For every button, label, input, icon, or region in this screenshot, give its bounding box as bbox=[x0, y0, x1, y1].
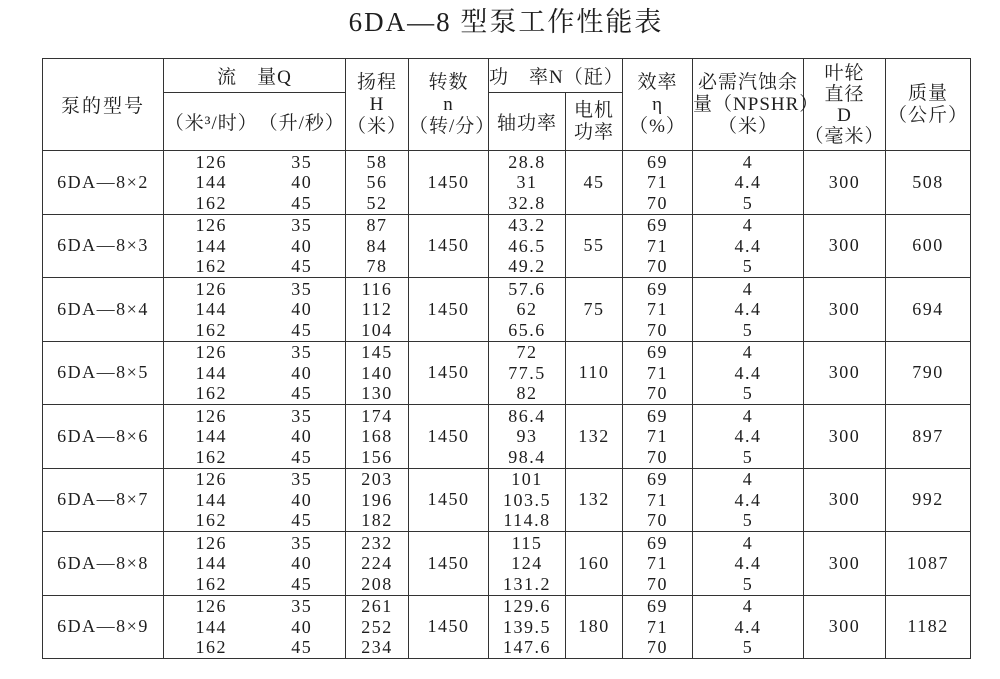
header-efficiency-line: η bbox=[652, 93, 663, 115]
cell-efficiency-value: 70 bbox=[647, 637, 669, 657]
cell-npshr bbox=[693, 278, 804, 342]
cell-impeller-d: 300 bbox=[804, 532, 886, 596]
cell-flow-ls-value: 45 bbox=[291, 192, 313, 213]
cell-shaft-power-value: 32.8 bbox=[508, 192, 546, 213]
cell-head-value: 168 bbox=[361, 426, 393, 446]
header-npshr bbox=[693, 59, 820, 151]
header-efficiency-line: 效率 bbox=[637, 71, 678, 93]
cell-npshr-value: 4 bbox=[742, 215, 754, 235]
cell-shaft-power-value: 115 bbox=[511, 532, 543, 553]
cell-efficiency bbox=[623, 405, 693, 469]
cell-flow-m3h bbox=[164, 405, 259, 469]
cell-shaft-power-value: 124 bbox=[511, 553, 543, 573]
cell-speed: 1450 bbox=[409, 595, 489, 659]
cell-head-value: 116 bbox=[361, 278, 393, 299]
cell-model: 6DA—8×7 bbox=[43, 468, 164, 532]
cell-npshr bbox=[693, 214, 804, 278]
header-efficiency bbox=[623, 59, 693, 151]
cell-npshr-value: 4 bbox=[742, 342, 754, 362]
cell-shaft-power-value: 31 bbox=[516, 172, 538, 192]
cell-flow-ls-value: 45 bbox=[291, 510, 313, 530]
cell-shaft-power-value: 131.2 bbox=[503, 573, 552, 594]
pump-row bbox=[43, 341, 971, 405]
cell-head-value: 87 bbox=[366, 215, 388, 235]
cell-head-value: 104 bbox=[361, 319, 393, 340]
header-impeller-line: 叶轮 bbox=[824, 62, 865, 84]
cell-efficiency bbox=[623, 278, 693, 342]
cell-flow-ls-value: 45 bbox=[291, 383, 313, 403]
cell-head-value: 261 bbox=[361, 596, 393, 616]
cell-speed: 1450 bbox=[409, 151, 489, 215]
header-row-top bbox=[43, 59, 971, 93]
cell-head-value: 112 bbox=[361, 299, 393, 319]
cell-npshr-value: 4.4 bbox=[734, 616, 762, 637]
cell-shaft-power-value: 82 bbox=[516, 383, 538, 403]
cell-impeller-d: 300 bbox=[804, 341, 886, 405]
cell-model: 6DA—8×9 bbox=[43, 595, 164, 659]
performance-table bbox=[42, 58, 971, 659]
cell-flow-m3h-value: 144 bbox=[195, 426, 227, 446]
cell-efficiency-value: 71 bbox=[647, 299, 669, 319]
cell-motor-power: 45 bbox=[566, 151, 623, 215]
header-flow: 流 量Q bbox=[164, 59, 346, 93]
cell-motor-power: 132 bbox=[566, 405, 623, 469]
cell-motor-power: 180 bbox=[566, 595, 623, 659]
cell-mass: 992 bbox=[886, 468, 971, 532]
cell-flow-ls-value: 40 bbox=[291, 172, 313, 192]
cell-shaft-power-value: 57.6 bbox=[508, 278, 546, 299]
cell-motor-power: 160 bbox=[566, 532, 623, 596]
cell-head-value: 232 bbox=[361, 532, 393, 553]
cell-npshr-value: 5 bbox=[742, 319, 754, 340]
header-npshr-line: （米） bbox=[718, 115, 779, 137]
pump-row bbox=[43, 214, 971, 278]
cell-flow-m3h-value: 126 bbox=[195, 469, 227, 489]
table-header bbox=[43, 59, 971, 151]
cell-motor-power: 75 bbox=[566, 278, 623, 342]
cell-speed: 1450 bbox=[409, 341, 489, 405]
cell-head-value: 84 bbox=[366, 235, 388, 256]
cell-head-value: 130 bbox=[361, 383, 393, 403]
cell-efficiency-value: 69 bbox=[647, 405, 669, 426]
cell-impeller-d: 300 bbox=[804, 278, 886, 342]
header-speed-line: n bbox=[443, 93, 454, 115]
cell-head bbox=[346, 595, 409, 659]
cell-model: 6DA—8×2 bbox=[43, 151, 164, 215]
cell-shaft-power bbox=[489, 405, 566, 469]
pump-row bbox=[43, 532, 971, 596]
cell-head-value: 56 bbox=[366, 172, 388, 192]
header-flow-m3h: （米³/时） bbox=[164, 93, 259, 151]
cell-speed: 1450 bbox=[409, 278, 489, 342]
cell-efficiency-value: 71 bbox=[647, 489, 669, 510]
header-flow-ls: （升/秒） bbox=[259, 93, 346, 151]
header-npshr-line: 量（NPSHR） bbox=[693, 93, 820, 115]
cell-shaft-power-value: 62 bbox=[516, 299, 538, 319]
cell-shaft-power-value: 98.4 bbox=[508, 446, 546, 467]
cell-flow-ls-value: 40 bbox=[291, 235, 313, 256]
cell-npshr-value: 4.4 bbox=[734, 489, 762, 510]
cell-efficiency-value: 69 bbox=[647, 215, 669, 235]
cell-flow-m3h-value: 162 bbox=[195, 573, 227, 594]
cell-head-value: 140 bbox=[361, 362, 393, 383]
cell-flow-ls-value: 40 bbox=[291, 553, 313, 573]
cell-head-value: 252 bbox=[361, 616, 393, 637]
cell-shaft-power bbox=[489, 278, 566, 342]
cell-shaft-power bbox=[489, 532, 566, 596]
header-shaft-power: 轴功率 bbox=[489, 93, 566, 151]
cell-mass: 897 bbox=[886, 405, 971, 469]
cell-npshr-value: 4 bbox=[742, 405, 754, 426]
cell-npshr-value: 4.4 bbox=[734, 553, 762, 573]
cell-speed: 1450 bbox=[409, 532, 489, 596]
cell-efficiency-value: 71 bbox=[647, 553, 669, 573]
cell-shaft-power-value: 101 bbox=[511, 469, 543, 489]
cell-shaft-power-value: 93 bbox=[516, 426, 538, 446]
cell-head-value: 196 bbox=[361, 489, 393, 510]
cell-flow-ls-value: 35 bbox=[291, 215, 313, 235]
cell-efficiency-value: 71 bbox=[647, 362, 669, 383]
cell-npshr-value: 4 bbox=[742, 278, 754, 299]
cell-npshr-value: 5 bbox=[742, 573, 754, 594]
cell-efficiency-value: 71 bbox=[647, 426, 669, 446]
cell-flow-ls-value: 45 bbox=[291, 319, 313, 340]
cell-flow-m3h bbox=[164, 468, 259, 532]
cell-efficiency-value: 71 bbox=[647, 172, 669, 192]
cell-flow-m3h-value: 162 bbox=[195, 383, 227, 403]
cell-efficiency-value: 71 bbox=[647, 235, 669, 256]
page-title: 6DA—8 型泵工作性能表 bbox=[348, 7, 664, 37]
cell-flow-ls bbox=[259, 532, 346, 596]
cell-head-value: 234 bbox=[361, 637, 393, 657]
cell-flow-m3h bbox=[164, 214, 259, 278]
cell-flow-m3h-value: 126 bbox=[195, 405, 227, 426]
cell-flow-m3h-value: 144 bbox=[195, 553, 227, 573]
cell-shaft-power-value: 129.6 bbox=[503, 596, 552, 616]
cell-flow-m3h-value: 126 bbox=[195, 342, 227, 362]
cell-speed: 1450 bbox=[409, 468, 489, 532]
cell-efficiency-value: 69 bbox=[647, 596, 669, 616]
cell-flow-ls bbox=[259, 341, 346, 405]
cell-head-value: 182 bbox=[361, 510, 393, 530]
cell-shaft-power bbox=[489, 151, 566, 215]
cell-flow-ls-value: 35 bbox=[291, 596, 313, 616]
cell-model: 6DA—8×8 bbox=[43, 532, 164, 596]
cell-npshr-value: 5 bbox=[742, 256, 754, 276]
cell-shaft-power bbox=[489, 341, 566, 405]
cell-efficiency-value: 70 bbox=[647, 510, 669, 530]
cell-npshr-value: 4.4 bbox=[734, 362, 762, 383]
cell-impeller-d: 300 bbox=[804, 468, 886, 532]
cell-efficiency bbox=[623, 595, 693, 659]
cell-flow-m3h-value: 126 bbox=[195, 278, 227, 299]
cell-npshr-value: 4 bbox=[742, 151, 754, 172]
header-mass-line: （公斤） bbox=[888, 104, 969, 126]
cell-flow-m3h-value: 162 bbox=[195, 256, 227, 276]
cell-npshr-value: 5 bbox=[742, 510, 754, 530]
cell-shaft-power-value: 86.4 bbox=[508, 405, 546, 426]
cell-flow-ls-value: 35 bbox=[291, 405, 313, 426]
cell-flow-m3h-value: 144 bbox=[195, 235, 227, 256]
header-impeller-line: （毫米） bbox=[804, 125, 885, 147]
cell-flow-m3h-value: 144 bbox=[195, 299, 227, 319]
cell-shaft-power bbox=[489, 214, 566, 278]
cell-shaft-power-value: 43.2 bbox=[508, 215, 546, 235]
cell-flow-ls-value: 45 bbox=[291, 573, 313, 594]
header-power: 功 率N（瓩） bbox=[489, 59, 623, 93]
cell-flow-ls-value: 35 bbox=[291, 151, 313, 172]
cell-npshr bbox=[693, 468, 804, 532]
header-mass-line: 质量 bbox=[908, 82, 949, 104]
cell-head-value: 52 bbox=[366, 192, 388, 213]
cell-npshr-value: 5 bbox=[742, 192, 754, 213]
cell-shaft-power bbox=[489, 468, 566, 532]
cell-shaft-power-value: 28.8 bbox=[508, 151, 546, 172]
cell-mass: 790 bbox=[886, 341, 971, 405]
cell-head bbox=[346, 214, 409, 278]
cell-efficiency-value: 69 bbox=[647, 151, 669, 172]
cell-npshr bbox=[693, 532, 804, 596]
cell-npshr-value: 4.4 bbox=[734, 235, 762, 256]
header-speed bbox=[409, 59, 496, 151]
cell-head bbox=[346, 278, 409, 342]
cell-flow-ls-value: 35 bbox=[291, 278, 313, 299]
cell-head-value: 208 bbox=[361, 573, 393, 594]
cell-head bbox=[346, 532, 409, 596]
cell-flow-ls-value: 45 bbox=[291, 637, 313, 657]
cell-flow-ls-value: 40 bbox=[291, 616, 313, 637]
header-impeller-line: D bbox=[837, 104, 852, 126]
cell-shaft-power-value: 72 bbox=[516, 342, 538, 362]
cell-npshr-value: 5 bbox=[742, 383, 754, 403]
cell-npshr bbox=[693, 595, 804, 659]
cell-flow-m3h bbox=[164, 341, 259, 405]
cell-flow-m3h-value: 162 bbox=[195, 446, 227, 467]
cell-flow-m3h-value: 162 bbox=[195, 319, 227, 340]
header-speed-line: （转/分） bbox=[409, 115, 496, 137]
cell-flow-ls-value: 45 bbox=[291, 446, 313, 467]
cell-efficiency-value: 69 bbox=[647, 278, 669, 299]
cell-flow-ls bbox=[259, 405, 346, 469]
cell-head bbox=[346, 151, 409, 215]
cell-flow-ls-value: 40 bbox=[291, 426, 313, 446]
cell-flow-m3h bbox=[164, 532, 259, 596]
cell-efficiency-value: 70 bbox=[647, 319, 669, 340]
pump-row bbox=[43, 405, 971, 469]
cell-flow-ls-value: 35 bbox=[291, 342, 313, 362]
cell-head-value: 156 bbox=[361, 446, 393, 467]
cell-flow-m3h-value: 126 bbox=[195, 596, 227, 616]
cell-mass: 1087 bbox=[886, 532, 971, 596]
cell-npshr bbox=[693, 151, 804, 215]
cell-impeller-d: 300 bbox=[804, 405, 886, 469]
header-motor-power-line: 电机 bbox=[574, 99, 615, 121]
cell-flow-m3h-value: 162 bbox=[195, 510, 227, 530]
cell-efficiency-value: 69 bbox=[647, 469, 669, 489]
pump-row bbox=[43, 595, 971, 659]
cell-model: 6DA—8×5 bbox=[43, 341, 164, 405]
cell-impeller-d: 300 bbox=[804, 151, 886, 215]
cell-shaft-power-value: 77.5 bbox=[508, 362, 546, 383]
cell-head-value: 203 bbox=[361, 469, 393, 489]
header-efficiency-line: （%） bbox=[629, 115, 686, 137]
cell-model: 6DA—8×3 bbox=[43, 214, 164, 278]
cell-head bbox=[346, 341, 409, 405]
cell-efficiency bbox=[623, 532, 693, 596]
cell-flow-m3h-value: 126 bbox=[195, 532, 227, 553]
cell-npshr-value: 4.4 bbox=[734, 299, 762, 319]
cell-shaft-power-value: 114.8 bbox=[503, 510, 551, 530]
header-motor-power-line: 功率 bbox=[574, 121, 615, 143]
header-impeller-line: 直径 bbox=[824, 83, 865, 105]
cell-efficiency bbox=[623, 341, 693, 405]
cell-head-value: 145 bbox=[361, 342, 393, 362]
cell-efficiency-value: 69 bbox=[647, 342, 669, 362]
cell-flow-ls bbox=[259, 151, 346, 215]
cell-head-value: 78 bbox=[366, 256, 388, 276]
header-speed-line: 转数 bbox=[428, 71, 469, 93]
cell-shaft-power bbox=[489, 595, 566, 659]
cell-efficiency-value: 70 bbox=[647, 192, 669, 213]
header-model: 泵的型号 bbox=[43, 59, 164, 151]
cell-flow-ls-value: 40 bbox=[291, 299, 313, 319]
cell-flow-ls bbox=[259, 468, 346, 532]
cell-speed: 1450 bbox=[409, 405, 489, 469]
cell-shaft-power-value: 139.5 bbox=[503, 616, 552, 637]
cell-npshr-value: 5 bbox=[742, 446, 754, 467]
cell-mass: 600 bbox=[886, 214, 971, 278]
header-head-line: （米） bbox=[347, 115, 408, 137]
cell-model: 6DA—8×6 bbox=[43, 405, 164, 469]
cell-npshr bbox=[693, 405, 804, 469]
cell-motor-power: 110 bbox=[566, 341, 623, 405]
cell-flow-m3h bbox=[164, 595, 259, 659]
cell-npshr-value: 4 bbox=[742, 532, 754, 553]
cell-shaft-power-value: 49.2 bbox=[508, 256, 546, 276]
cell-efficiency-value: 70 bbox=[647, 383, 669, 403]
cell-mass: 508 bbox=[886, 151, 971, 215]
cell-model: 6DA—8×4 bbox=[43, 278, 164, 342]
cell-npshr-value: 4 bbox=[742, 596, 754, 616]
cell-efficiency bbox=[623, 151, 693, 215]
cell-motor-power: 55 bbox=[566, 214, 623, 278]
table-body bbox=[43, 151, 971, 659]
header-npshr-line: 必需汽蚀余 bbox=[698, 71, 799, 93]
header-head bbox=[346, 59, 409, 151]
cell-flow-ls bbox=[259, 595, 346, 659]
cell-flow-m3h-value: 126 bbox=[195, 215, 227, 235]
cell-head-value: 224 bbox=[361, 553, 393, 573]
cell-flow-m3h-value: 144 bbox=[195, 616, 227, 637]
header-head-line: 扬程 bbox=[357, 71, 398, 93]
cell-impeller-d: 300 bbox=[804, 595, 886, 659]
cell-shaft-power-value: 65.6 bbox=[508, 319, 546, 340]
cell-head bbox=[346, 468, 409, 532]
cell-npshr-value: 4.4 bbox=[734, 172, 762, 192]
cell-npshr bbox=[693, 341, 804, 405]
cell-speed: 1450 bbox=[409, 214, 489, 278]
cell-flow-ls-value: 35 bbox=[291, 532, 313, 553]
pump-row bbox=[43, 278, 971, 342]
cell-efficiency-value: 71 bbox=[647, 616, 669, 637]
header-mass bbox=[886, 59, 971, 151]
cell-flow-m3h-value: 144 bbox=[195, 489, 227, 510]
cell-flow-ls-value: 40 bbox=[291, 489, 313, 510]
cell-head-value: 174 bbox=[361, 405, 393, 426]
cell-mass: 1182 bbox=[886, 595, 971, 659]
cell-flow-ls-value: 45 bbox=[291, 256, 313, 276]
cell-motor-power: 132 bbox=[566, 468, 623, 532]
cell-flow-m3h-value: 162 bbox=[195, 637, 227, 657]
cell-flow-m3h bbox=[164, 151, 259, 215]
pump-row bbox=[43, 151, 971, 215]
cell-efficiency-value: 70 bbox=[647, 446, 669, 467]
cell-shaft-power-value: 103.5 bbox=[503, 489, 552, 510]
cell-npshr-value: 4 bbox=[742, 469, 754, 489]
cell-mass: 694 bbox=[886, 278, 971, 342]
cell-efficiency-value: 70 bbox=[647, 256, 669, 276]
cell-flow-m3h-value: 144 bbox=[195, 172, 227, 192]
cell-head bbox=[346, 405, 409, 469]
cell-npshr-value: 5 bbox=[742, 637, 754, 657]
cell-flow-ls bbox=[259, 214, 346, 278]
cell-shaft-power-value: 46.5 bbox=[508, 235, 546, 256]
cell-flow-m3h bbox=[164, 278, 259, 342]
cell-flow-m3h-value: 144 bbox=[195, 362, 227, 383]
cell-flow-ls-value: 40 bbox=[291, 362, 313, 383]
cell-efficiency bbox=[623, 214, 693, 278]
cell-flow-ls-value: 35 bbox=[291, 469, 313, 489]
cell-npshr-value: 4.4 bbox=[734, 426, 762, 446]
pump-row bbox=[43, 468, 971, 532]
header-motor-power bbox=[566, 93, 623, 151]
cell-flow-ls bbox=[259, 278, 346, 342]
cell-flow-m3h-value: 162 bbox=[195, 192, 227, 213]
header-head-line: H bbox=[369, 93, 385, 115]
cell-efficiency-value: 69 bbox=[647, 532, 669, 553]
cell-efficiency-value: 70 bbox=[647, 573, 669, 594]
cell-head-value: 58 bbox=[366, 151, 388, 172]
cell-efficiency bbox=[623, 468, 693, 532]
cell-impeller-d: 300 bbox=[804, 214, 886, 278]
cell-shaft-power-value: 147.6 bbox=[503, 637, 552, 657]
cell-flow-m3h-value: 126 bbox=[195, 151, 227, 172]
